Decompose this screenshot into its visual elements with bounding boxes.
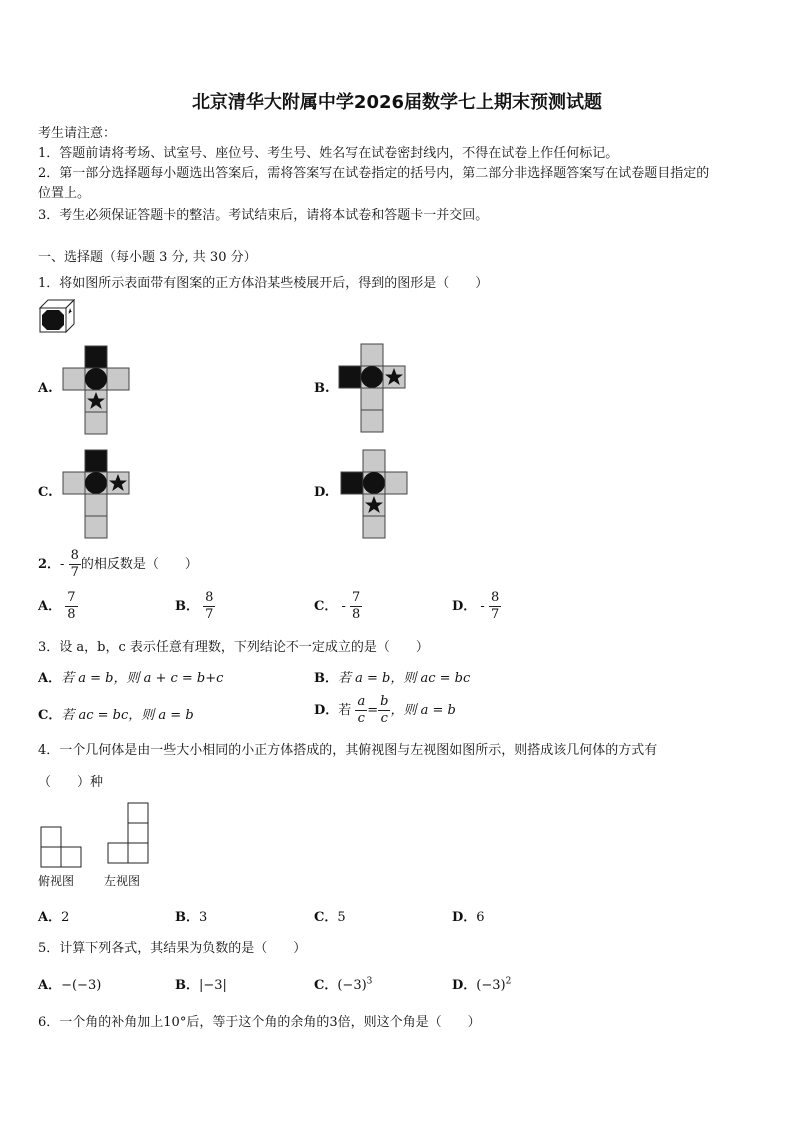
q1-option-a-label: A. (38, 381, 53, 396)
frac-den: c (380, 711, 388, 726)
option-value: 2 (61, 910, 70, 925)
option-value: 5 (337, 910, 346, 925)
option-label: C． (314, 978, 338, 993)
option-exponent: 2 (505, 976, 512, 987)
frac-den: c (357, 711, 365, 726)
option-value: 3 (199, 910, 208, 925)
option-expr: |−3| (199, 978, 227, 993)
question-4-stem: 4．一个几何体是由一些大小相同的小正方体搭成的，其俯视图与左视图如图所示，则搭成该几何体的方式有 (38, 743, 658, 758)
q2-number: 2． (38, 557, 61, 572)
option-fraction (350, 590, 362, 623)
frac-num: b (380, 694, 389, 709)
frac-num: 8 (490, 590, 500, 605)
section-heading: 一、选择题（每小题 3 分, 共 30 分） (38, 250, 257, 265)
frac-num: a (357, 694, 366, 709)
question-1-stem: 1．将如图所示表面带有图案的正方体沿某些棱展开后，得到的图形是（ ） (38, 276, 489, 291)
option-text: 若 a = b，则 a + c = b+c (61, 671, 224, 686)
option-fraction (203, 590, 215, 623)
frac-num: 8 (205, 590, 214, 605)
q2-frac-num: 8 (70, 548, 79, 563)
q2-minus: - (60, 557, 65, 572)
q3-option-b (314, 667, 470, 686)
option-text: 若 ac = bc，则 a = b (61, 708, 194, 723)
notice-item: 3．考生必须保证答题卡的整洁。考试结束后，请将本试卷和答题卡一并交回。 (38, 208, 489, 223)
option-label: B． (175, 910, 199, 925)
q2-option-a (38, 588, 78, 626)
notice-item: 1．答题前请将考场、试室号、座位号、考生号、姓名写在试卷密封线内，不得在试卷上作任何标记。 (38, 146, 619, 161)
option-fraction (489, 590, 501, 623)
option-sign: - (480, 599, 485, 614)
q4-option-b (175, 906, 207, 925)
question-3-stem: 3．设 a，b，c 表示任意有理数，下列结论不一定成立的是（ ） (38, 640, 429, 655)
q1-option-c-label: C. (38, 485, 53, 500)
option-label: A． (38, 978, 62, 993)
frac-den: 7 (490, 607, 500, 622)
fraction-a-over-c (355, 694, 367, 727)
option-expr: (−3) (476, 978, 506, 993)
left-view-figure (107, 802, 151, 868)
option-label: C． (38, 708, 62, 723)
q2-frac-den: 7 (70, 565, 79, 580)
option-label: B． (314, 671, 338, 686)
top-view-figure (40, 826, 84, 870)
top-view-caption: 俯视图 (38, 874, 75, 888)
option-label: D． (452, 978, 477, 993)
frac-num: 7 (352, 590, 361, 605)
question-4-stem-cont: （ ）种 (38, 775, 104, 790)
net-option-a (62, 345, 132, 435)
notice-item: 位置上。 (38, 186, 91, 201)
q1-option-d-label: D. (314, 485, 330, 500)
notice-item: 2．第一部分选择题每小题选出答案后，需将答案写在试卷指定的括号内，第二部分非选择题答案写在试卷题目指定的 (38, 166, 710, 181)
option-label: B． (175, 599, 199, 614)
q5-option-a (38, 974, 101, 993)
option-value: 6 (476, 910, 485, 925)
q2-fraction (69, 548, 81, 581)
q4-option-c (314, 906, 346, 925)
q3-option-c (38, 704, 194, 723)
option-text: 若 a = b，则 ac = bc (338, 671, 471, 686)
q4-option-d (452, 906, 485, 925)
frac-num: 7 (67, 590, 76, 605)
left-view-caption: 左视图 (104, 874, 141, 888)
frac-den: 8 (67, 607, 76, 622)
q5-option-d (452, 974, 511, 993)
option-sign: - (341, 599, 346, 614)
option-label: B． (175, 978, 199, 993)
net-option-b (338, 343, 408, 435)
frac-den: 8 (352, 607, 361, 622)
page-title: 北京清华大附属中学2026届数学七上期末预测试题 (191, 92, 603, 113)
option-label: A． (38, 671, 62, 686)
option-exponent: 3 (366, 976, 373, 987)
option-label: D． (452, 910, 477, 925)
option-fraction (65, 590, 77, 623)
q3-option-a (38, 667, 223, 686)
option-label: C． (314, 599, 338, 614)
question-6-stem: 6．一个角的补角加上10°后，等于这个角的余角的3倍，则这个角是（ ） (38, 1015, 481, 1030)
option-expr: (−3) (337, 978, 367, 993)
notice-heading: 考生请注意： (38, 126, 117, 141)
option-text: ，则 a = b (390, 703, 456, 718)
question-5-stem: 5．计算下列各式，其结果为负数的是（ ） (38, 941, 307, 956)
option-text: 若 (338, 703, 352, 718)
question-2-stem (38, 546, 198, 584)
option-label: A． (38, 599, 62, 614)
q2-option-c (314, 588, 362, 626)
q3-option-d (314, 692, 456, 730)
equals-sign: = (367, 703, 379, 718)
option-label: D． (314, 703, 339, 718)
q5-option-c (314, 974, 372, 993)
net-option-d (340, 449, 410, 539)
q2-tail: 的相反数是（ ） (80, 557, 198, 572)
fraction-b-over-c (378, 694, 390, 727)
option-expr: −(−3) (61, 978, 102, 993)
cube-figure (38, 298, 78, 334)
q2-option-d (452, 588, 501, 626)
net-option-c (62, 449, 134, 539)
q1-option-b-label: B. (314, 381, 330, 396)
option-label: D． (452, 599, 477, 614)
q2-option-b (175, 588, 215, 626)
q5-option-b (175, 974, 227, 993)
option-label: C． (314, 910, 338, 925)
option-label: A． (38, 910, 62, 925)
q4-option-a (38, 906, 69, 925)
frac-den: 7 (205, 607, 214, 622)
